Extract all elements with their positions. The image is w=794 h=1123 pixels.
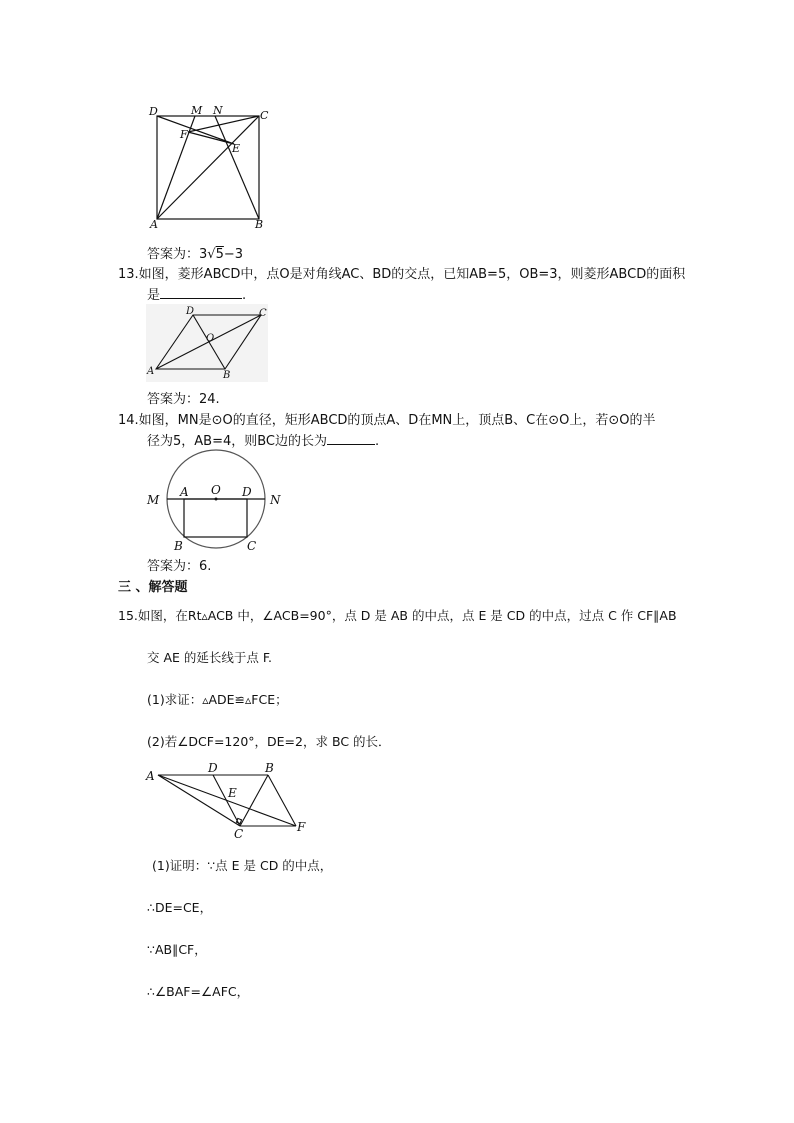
q12-line-b-n (215, 116, 259, 219)
q14-answer-blank[interactable] (327, 431, 375, 445)
q15-label-e: E (228, 786, 237, 800)
q14-label-a: A (180, 485, 189, 499)
q15-line-bf (268, 775, 296, 826)
q13-line1: 13.如图，菱形ABCD中，点O是对角线AC、BD的交点，已知AB=5，OB=3，则菱形ABCD的面积 (118, 267, 686, 282)
q15-line2: 交 AE 的延长线于点 F. (147, 650, 273, 665)
q13-label-b: B (223, 370, 231, 381)
q15-line-dc (213, 775, 240, 826)
q15-label-b: B (265, 761, 274, 775)
q12-label-m: M (191, 104, 203, 117)
q13-figure (146, 304, 268, 382)
q15-part1: (1)求证：▵ADE≌▵FCE； (147, 692, 288, 707)
q14-figure (146, 450, 286, 552)
q12-label-f: F (180, 128, 188, 141)
q14-label-n: N (270, 493, 281, 507)
q15-proof-line-3: ∵AB∥CF， (147, 942, 207, 957)
q12-line-a-c (157, 116, 259, 219)
q15-line-bc (240, 775, 268, 826)
q12-label-e: E (232, 142, 241, 155)
q14-line2: 径为5，AB=4，则BC边的长为 . (147, 430, 379, 449)
q13-line2: 是 . (147, 284, 246, 303)
q15-figure (146, 760, 316, 844)
q14-label-o: O (211, 483, 221, 497)
q14-label-b: B (174, 539, 183, 553)
section-title: 三 、解答题 (118, 580, 188, 595)
q13-answer: 答案为：24. (147, 392, 220, 407)
q14-rectangle (184, 499, 247, 537)
q14-label-c: C (247, 539, 257, 553)
q13-answer-blank[interactable] (160, 285, 242, 299)
q12-line-f-e (188, 132, 234, 144)
q12-label-c: C (260, 109, 269, 122)
q12-label-n: N (213, 104, 223, 117)
q13-label-a: A (147, 366, 155, 377)
q15-label-a: A (146, 769, 155, 783)
q15-part2: (2)若∠DCF=120°，DE=2，求 BC 的长． (147, 734, 391, 749)
q12-answer: 答案为：3√5−3 (147, 247, 244, 262)
q14-label-d: D (242, 485, 252, 499)
q15-proof-line-4: ∴∠BAF=∠AFC， (147, 984, 250, 999)
q15-label-d: D (208, 761, 218, 775)
q12-label-d: D (149, 105, 158, 118)
q12-figure (146, 104, 276, 229)
q14-line1: 14.如图，MN是⊙O的直径，矩形ABCD的顶点A、D在MN上，顶点B、C在⊙O上，若⊙O的半 (118, 413, 656, 428)
q15-right-angle-mark (236, 818, 241, 823)
q12-line-f-c (188, 116, 259, 132)
q14-answer: 答案为：6. (147, 559, 212, 574)
q15-label-f: F (297, 820, 306, 834)
q12-label-b: B (255, 218, 264, 231)
q14-center-point (215, 498, 218, 501)
q15-proof-line-1: (1)证明：∵点 E 是 CD 的中点， (152, 858, 333, 873)
q14-label-m: M (147, 493, 160, 507)
q13-label-c: C (259, 308, 267, 319)
q13-label-o: O (206, 333, 215, 344)
q15-proof-line-2: ∴DE=CE， (147, 900, 213, 915)
q15-line1: 15.如图，在Rt▵ACB 中，∠ACB=90°，点 D 是 AB 的中点，点 E 是 CD 的中点，过点 C 作 CF∥AB (118, 608, 677, 623)
q12-label-a: A (150, 218, 158, 231)
q13-label-d: D (186, 306, 195, 317)
q15-label-c: C (234, 827, 244, 841)
